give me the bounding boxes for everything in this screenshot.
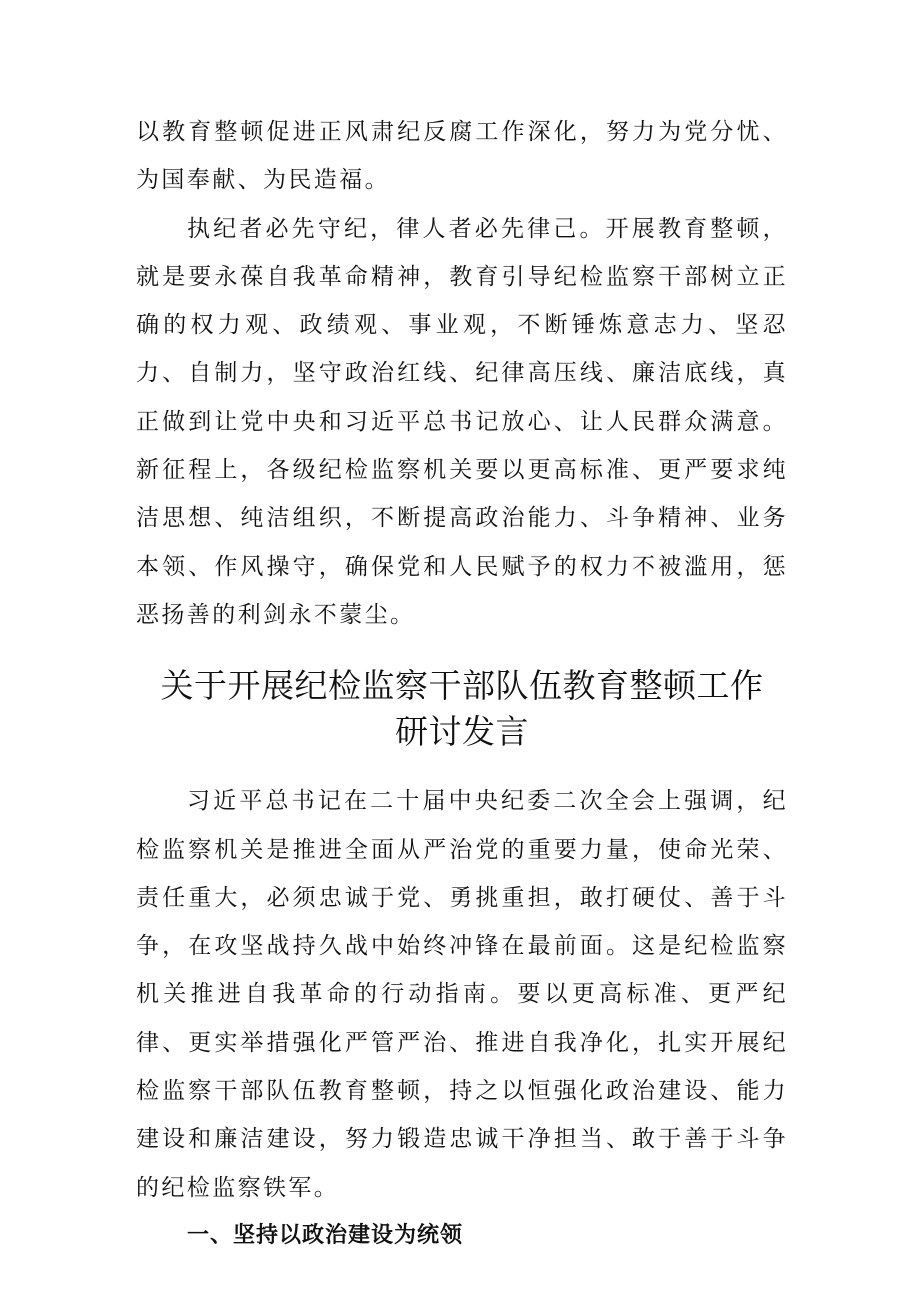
section-heading: 一、坚持以政治建设为统领 bbox=[187, 1222, 464, 1248]
body-paragraph: 执纪者必先守纪，律人者必先律己。开展教育整顿，就是要永葆自我革命精神，教育引导纪检监察干部树立正确的权力观、政绩观、事业观，不断锤炼意志力、坚忍力、自制力，坚守政治红线、纪律高压线、廉洁底线，真正做到让党中央和习近平总书记放心、让人民群众满意。新征程上，各级纪检监察机关要以更高标准、更严要求纯洁思想、纯洁组织，不断提高政治能力、斗争精神、业务本领、作风操守，确保党和人民赋予的权力不被滥用，惩恶扬善的利剑永不蒙尘。 bbox=[136, 215, 788, 628]
body-paragraph: 习近平总书记在二十届中央纪委二次全会上强调，纪检监察机关是推进全面从严治党的重要力量，使命光荣、责任重大，必须忠诚于党、勇挑重担，敢打硬仗、善于斗争，在攻坚战持久战中始终冲锋在最前面。这是纪检监察机关推进自我革命的行动指南。要以更高标准、更严纪律、更实举措强化严管严治、推进自我净化，扎实开展纪检监察干部队伍教育整顿，持之以恒强化政治建设、能力建设和廉洁建设，努力锻造忠诚干净担当、敢于善于斗争的纪检监察铁军。 bbox=[136, 788, 788, 1201]
body-paragraph: 以教育整顿促进正风肃纪反腐工作深化，努力为党分忧、为国奉献、为民造福。 bbox=[136, 119, 788, 194]
document-title bbox=[136, 663, 788, 755]
document-page bbox=[136, 108, 788, 1260]
title-line: 研讨发言 bbox=[395, 712, 529, 752]
title-line: 关于开展纪检监察干部队伍教育整顿工作 bbox=[160, 666, 764, 706]
